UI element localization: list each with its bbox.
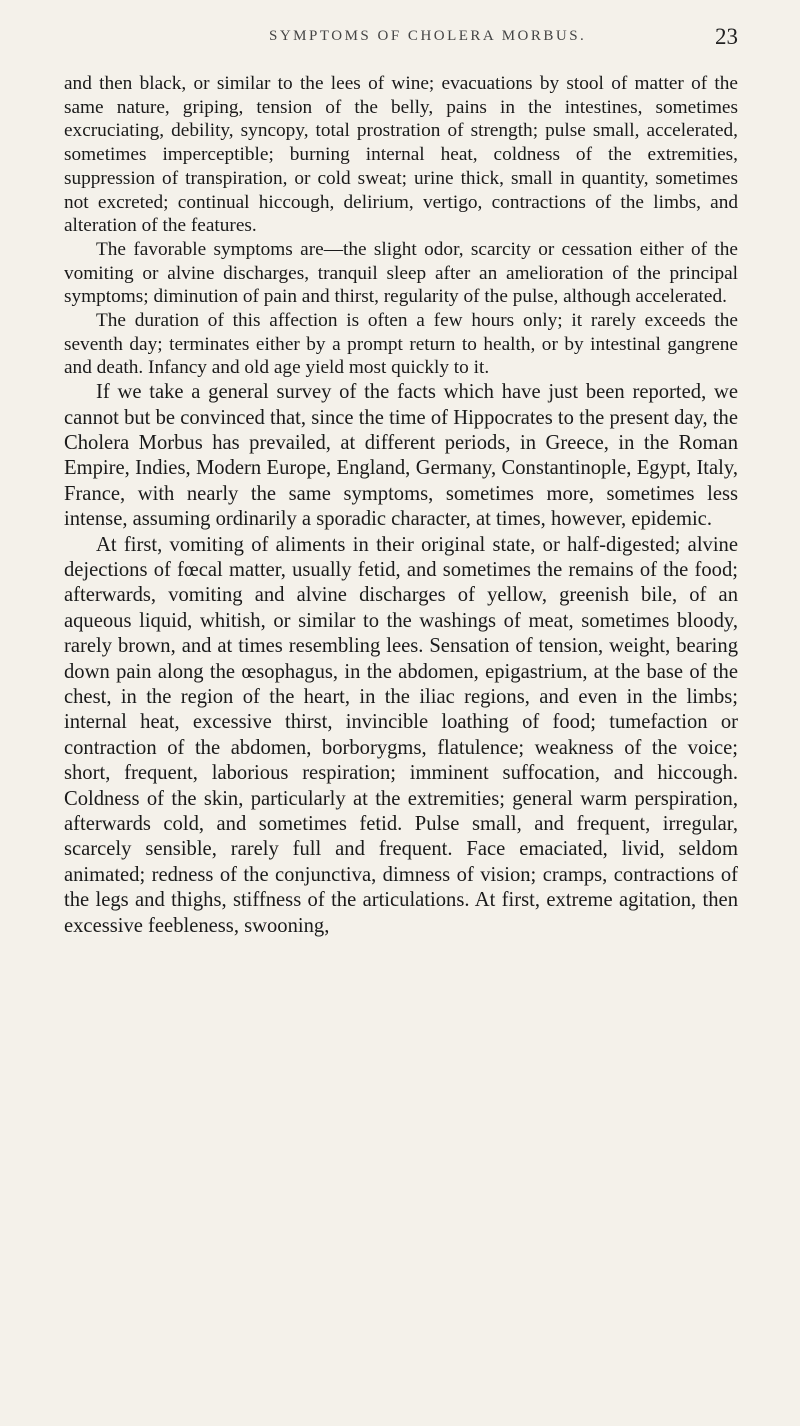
page-number: 23 [715, 24, 738, 49]
paragraph-general-survey: If we take a general survey of the facts which have just been reported, we cannot but be convinced that, since the time of Hippocrates to the present day, the Cholera Morbus has prevailed, at different periods, in Greece, in the Roman Empire, Indies, Modern Europe, England, Germany, Constantinople, Egypt, Italy, France, with nearly the same symptoms, sometimes more, sometimes less intense, assuming ordinarily a sporadic character, at times, however, epidemic. [64, 381, 738, 531]
paragraph-favorable-symptoms: The favorable symptoms are—the slight odor, scarcity or cessation either of the vomiting or alvine discharges, tranquil sleep after an amelioration of the principal symptoms; diminution of pain and thirst, regularity of the pulse, although accelerated. [64, 238, 738, 308]
running-title: SYMPTOMS OF CHOLERA MORBUS. [269, 28, 587, 44]
body-text [64, 72, 738, 939]
running-head [64, 24, 738, 72]
paragraph-duration: The duration of this affection is often a few hours only; it rarely exceeds the seventh day; terminates either by a prompt return to health, or by intestinal gangrene and death. Infancy and old age yield most quickly to it. [64, 310, 738, 379]
paragraph-symptom-list: At first, vomiting of aliments in their original state, or half-digested; alvine dejections of fœcal matter, usually fetid, and sometimes the remains of the food; afterwards, vomiting and alvine discharges of yellow, greenish bile, of an aqueous liquid, whitish, or similar to the washings of meat, sometimes bloody, rarely brown, and at times resembling lees. Sensation of tension, weight, bearing down pain along the œsophagus, in the abdomen, epigastrium, at the base of the chest, in the region of the heart, in the iliac regions, and even in the limbs; internal heat, excessive thirst, invincible loathing of food; tumefaction or contraction of the abdomen, borborygms, flatulence; weakness of the voice; short, frequent, laborious respiration; imminent suffocation, and hiccough. Coldness of the skin, particularly at the extremities; general warm perspiration, afterwards cold, and sometimes fetid. Pulse small, and frequent, irregular, scarcely sensible, rarely full and frequent. Face emaciated, livid, seldom animated; redness of the conjunctiva, dimness of vision; cramps, contractions of the legs and thighs, stiffness of the articulations. At first, extreme agitation, then excessive feebleness, swooning, [64, 533, 738, 937]
paragraph-symptoms-continued: and then black, or similar to the lees of wine; evacuations by stool of matter of the same nature, griping, tension of the belly, pains in the intestines, sometimes excruciating, debility, syncopy, total prostration of strength; pulse small, accelerated, sometimes imperceptible; burning internal heat, coldness of the extremities, suppression of transpiration, or cold sweat; urine thick, small in quantity, sometimes not excreted; continual hiccough, delirium, vertigo, contractions of the limbs, and alteration of the features. [64, 73, 738, 237]
